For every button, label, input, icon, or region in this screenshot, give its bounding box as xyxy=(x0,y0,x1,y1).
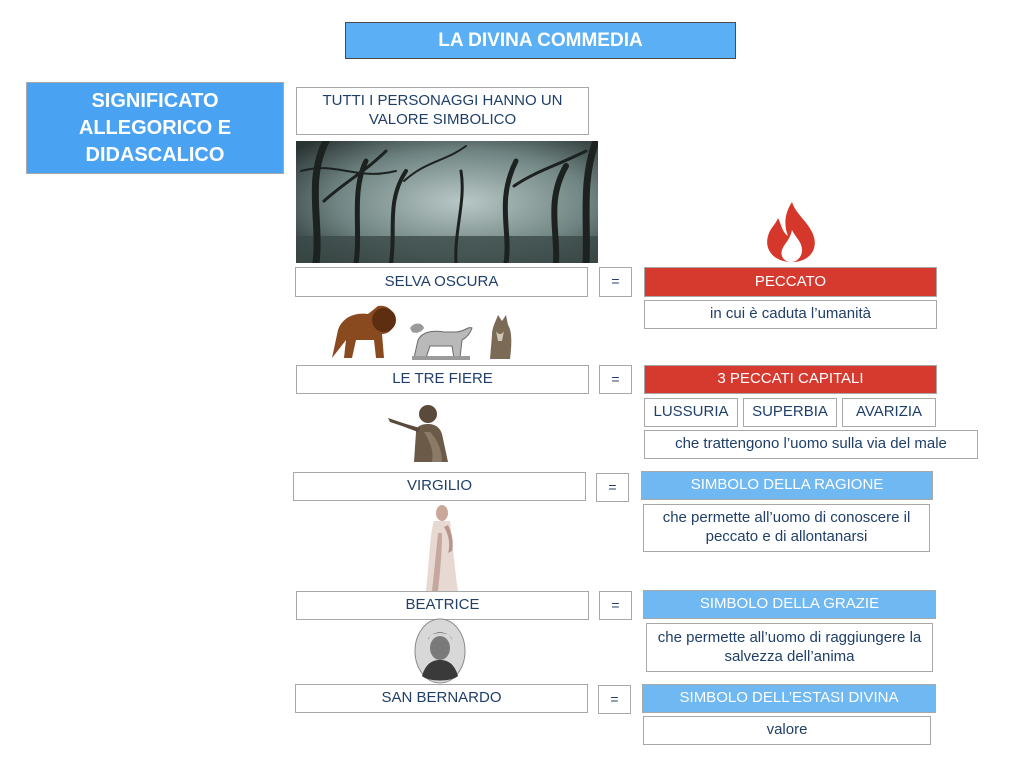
san-bernardo-portrait-image xyxy=(414,618,466,684)
leopard-image xyxy=(408,318,474,362)
row-left-beatrice: BEATRICE xyxy=(296,591,589,620)
row-note-peccato: in cui è caduta l’umanità xyxy=(644,300,937,329)
equals-sign: = xyxy=(599,365,632,394)
sin-lussuria: LUSSURIA xyxy=(644,398,738,427)
row-right-estasi: SIMBOLO DELL’ESTASI DIVINA xyxy=(642,684,936,713)
sin-superbia: SUPERBIA xyxy=(743,398,837,427)
equals-sign: = xyxy=(599,591,632,620)
row-note-estasi: valore xyxy=(643,716,931,745)
row-note-peccati: che trattengono l’uomo sulla via del male xyxy=(644,430,978,459)
lion-image xyxy=(328,300,398,362)
equals-sign: = xyxy=(598,685,631,714)
wolf-image xyxy=(484,313,516,359)
flame-icon xyxy=(762,200,820,264)
equals-sign: = xyxy=(596,473,629,502)
sin-avarizia: AVARIZIA xyxy=(842,398,936,427)
row-note-grazie: che permette all’uomo di raggiungere la salvezza dell’anima xyxy=(646,623,933,672)
equals-sign: = xyxy=(599,267,632,297)
row-right-peccati-capitali: 3 PECCATI CAPITALI xyxy=(644,365,937,394)
forest-image xyxy=(296,141,598,263)
virgil-statue-image xyxy=(384,402,460,462)
row-left-le-tre-fiere: LE TRE FIERE xyxy=(296,365,589,394)
row-left-san-bernardo: SAN BERNARDO xyxy=(295,684,588,713)
row-right-grazie: SIMBOLO DELLA GRAZIE xyxy=(643,590,936,619)
beatrice-statue-image xyxy=(422,503,462,591)
row-note-ragione: che permette all’uomo di conoscere il peccato e di allontanarsi xyxy=(643,504,930,552)
row-right-peccato: PECCATO xyxy=(644,267,937,297)
row-left-selva-oscura: SELVA OSCURA xyxy=(295,267,588,297)
row-right-ragione: SIMBOLO DELLA RAGIONE xyxy=(641,471,933,500)
page-title: LA DIVINA COMMEDIA xyxy=(345,22,736,59)
intro-box: TUTTI I PERSONAGGI HANNO UN VALORE SIMBOLICO xyxy=(296,87,589,135)
row-left-virgilio: VIRGILIO xyxy=(293,472,586,501)
side-label: SIGNIFICATO ALLEGORICO E DIDASCALICO xyxy=(26,82,284,174)
